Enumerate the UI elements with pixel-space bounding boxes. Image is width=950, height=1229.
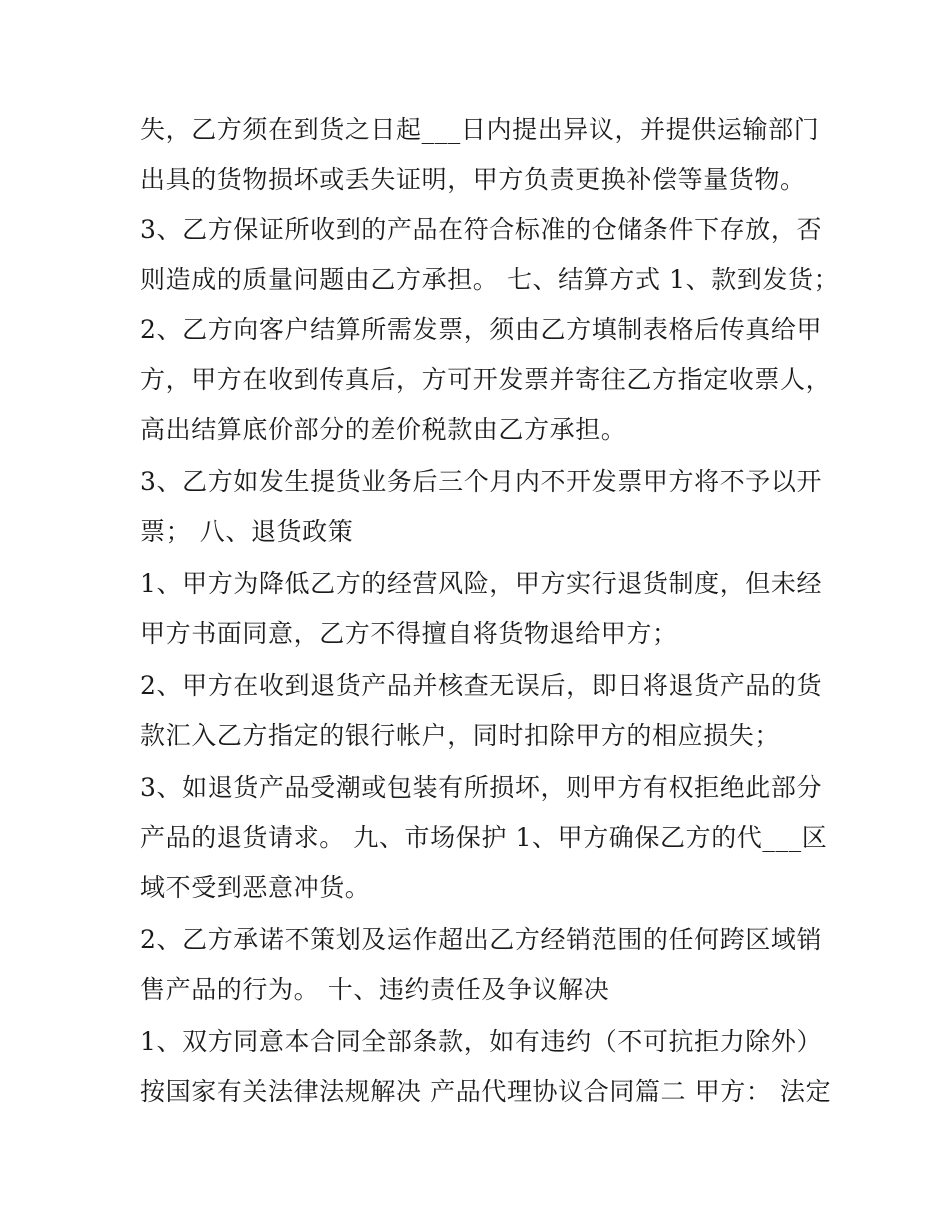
text-line: 1、双方同意本合同全部条款，如有违约（不可抗拒力除外） (140, 1027, 823, 1056)
text-line: 2、乙方向客户结算所需发票，须由乙方填制表格后传真给甲 (140, 315, 823, 344)
text-line: 甲方书面同意，乙方不得擅自将货物退给甲方； (140, 619, 678, 648)
text-line: 1、甲方为降低乙方的经营风险，甲方实行退货制度，但未经 (140, 569, 823, 598)
text-line: 2、乙方承诺不策划及运作超出乙方经销范围的任何跨区域销 (140, 925, 823, 954)
text-line: 款汇入乙方指定的银行帐户，同时扣除甲方的相应损失； (140, 721, 781, 750)
text-line: 2、甲方在收到退货产品并核查无误后，即日将退货产品的货 (140, 671, 823, 700)
text-line: 域不受到恶意冲货。 (140, 873, 371, 902)
text-line: 3、乙方保证所收到的产品在符合标准的仓储条件下存放，否 (140, 215, 823, 244)
text-line: 3、如退货产品受潮或包装有所损坏，则甲方有权拒绝此部分 (140, 773, 823, 802)
text-line: 3、乙方如发生提货业务后三个月内不开发票甲方将不予以开 (140, 467, 823, 496)
text-line: 出具的货物损坏或丢失证明，甲方负责更换补偿等量货物。 (140, 165, 806, 194)
text-line: 高出结算底价部分的差价税款由乙方承担。 (140, 415, 627, 444)
text-line: 票； 八、退货政策 (140, 517, 354, 546)
text-line: 则造成的质量问题由乙方承担。 七、结算方式 1、款到发货； (140, 265, 840, 294)
text-line: 按国家有关法律法规解决 产品代理协议合同篇二 甲方： 法定 (140, 1077, 832, 1106)
text-line: 方，甲方在收到传真后，方可开发票并寄往乙方指定收票人， (140, 365, 832, 394)
text-line: 售产品的行为。 十、违约责任及争议解决 (140, 975, 610, 1004)
text-line: 产品的退货请求。 九、市场保护 1、甲方确保乙方的代___区 (140, 823, 828, 852)
text-line: 失，乙方须在到货之日起___日内提出异议，并提供运输部门 (140, 115, 820, 144)
